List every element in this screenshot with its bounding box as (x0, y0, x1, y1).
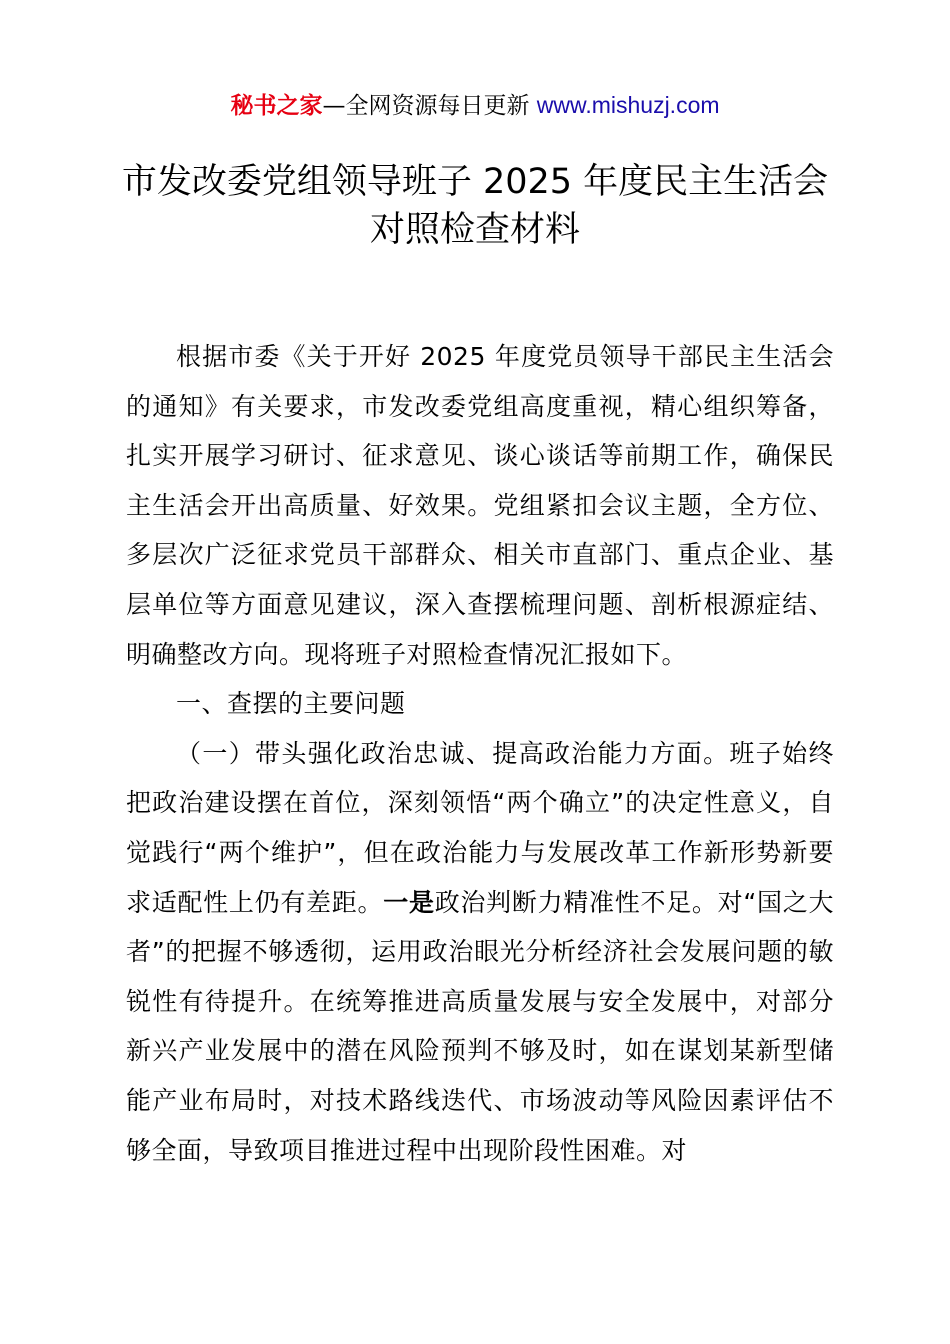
subsection-text-a: （一）带头强化政治忠诚、提高政治能力方面。班子始终把政治建设摆在首位，深刻领悟“两个确立”的决定性意义，自觉践行“两个维护”，但在政治能力与发展改革工作新形势新要求适配性上仍有差距。 (126, 738, 834, 917)
subsection-text-b: 政治判断力精准性不足。对“国之大者”的把握不够透彻，运用政治眼光分析经济社会发展问题的敏锐性有待提升。在统筹推进高质量发展与安全发展中，对部分新兴产业发展中的潜在风险预判不够及时，如在谋划某新型储能产业布局时，对技术路线迭代、市场波动等风险因素评估不够全面，导致项目推进过程中出现阶段性困难。对 (126, 887, 834, 1165)
title-line-1: 市发改委党组领导班子 2025 年度民主生活会 (121, 162, 829, 202)
section-heading-1: 一、查摆的主要问题 (176, 689, 406, 719)
site-header (0, 88, 950, 123)
emphasis-marker: 一是 (383, 887, 435, 917)
subsection-paragraph-1 (126, 729, 834, 1175)
title-line-2: 对照检查材料 (369, 210, 580, 250)
document-body (126, 332, 834, 1175)
document-title (60, 158, 890, 254)
brand-name: 秘书之家 (230, 93, 323, 119)
header-tagline: —全网资源每日更新 (322, 93, 537, 119)
site-url-link[interactable]: www.mishuzj.com (536, 92, 720, 118)
intro-paragraph: 根据市委《关于开好 2025 年度党员领导干部民主生活会的通知》有关要求，市发改委党组高度重视，精心组织筹备，扎实开展学习研讨、征求意见、谈心谈话等前期工作，确保民主生活会开出高质量、好效果。党组紧扣会议主题，全方位、多层次广泛征求党员干部群众、相关市直部门、重点企业、基层单位等方面意见建议，深入查摆梳理问题、剖析根源症结、明确整改方向。现将班子对照检查情况汇报如下。 (126, 342, 834, 669)
